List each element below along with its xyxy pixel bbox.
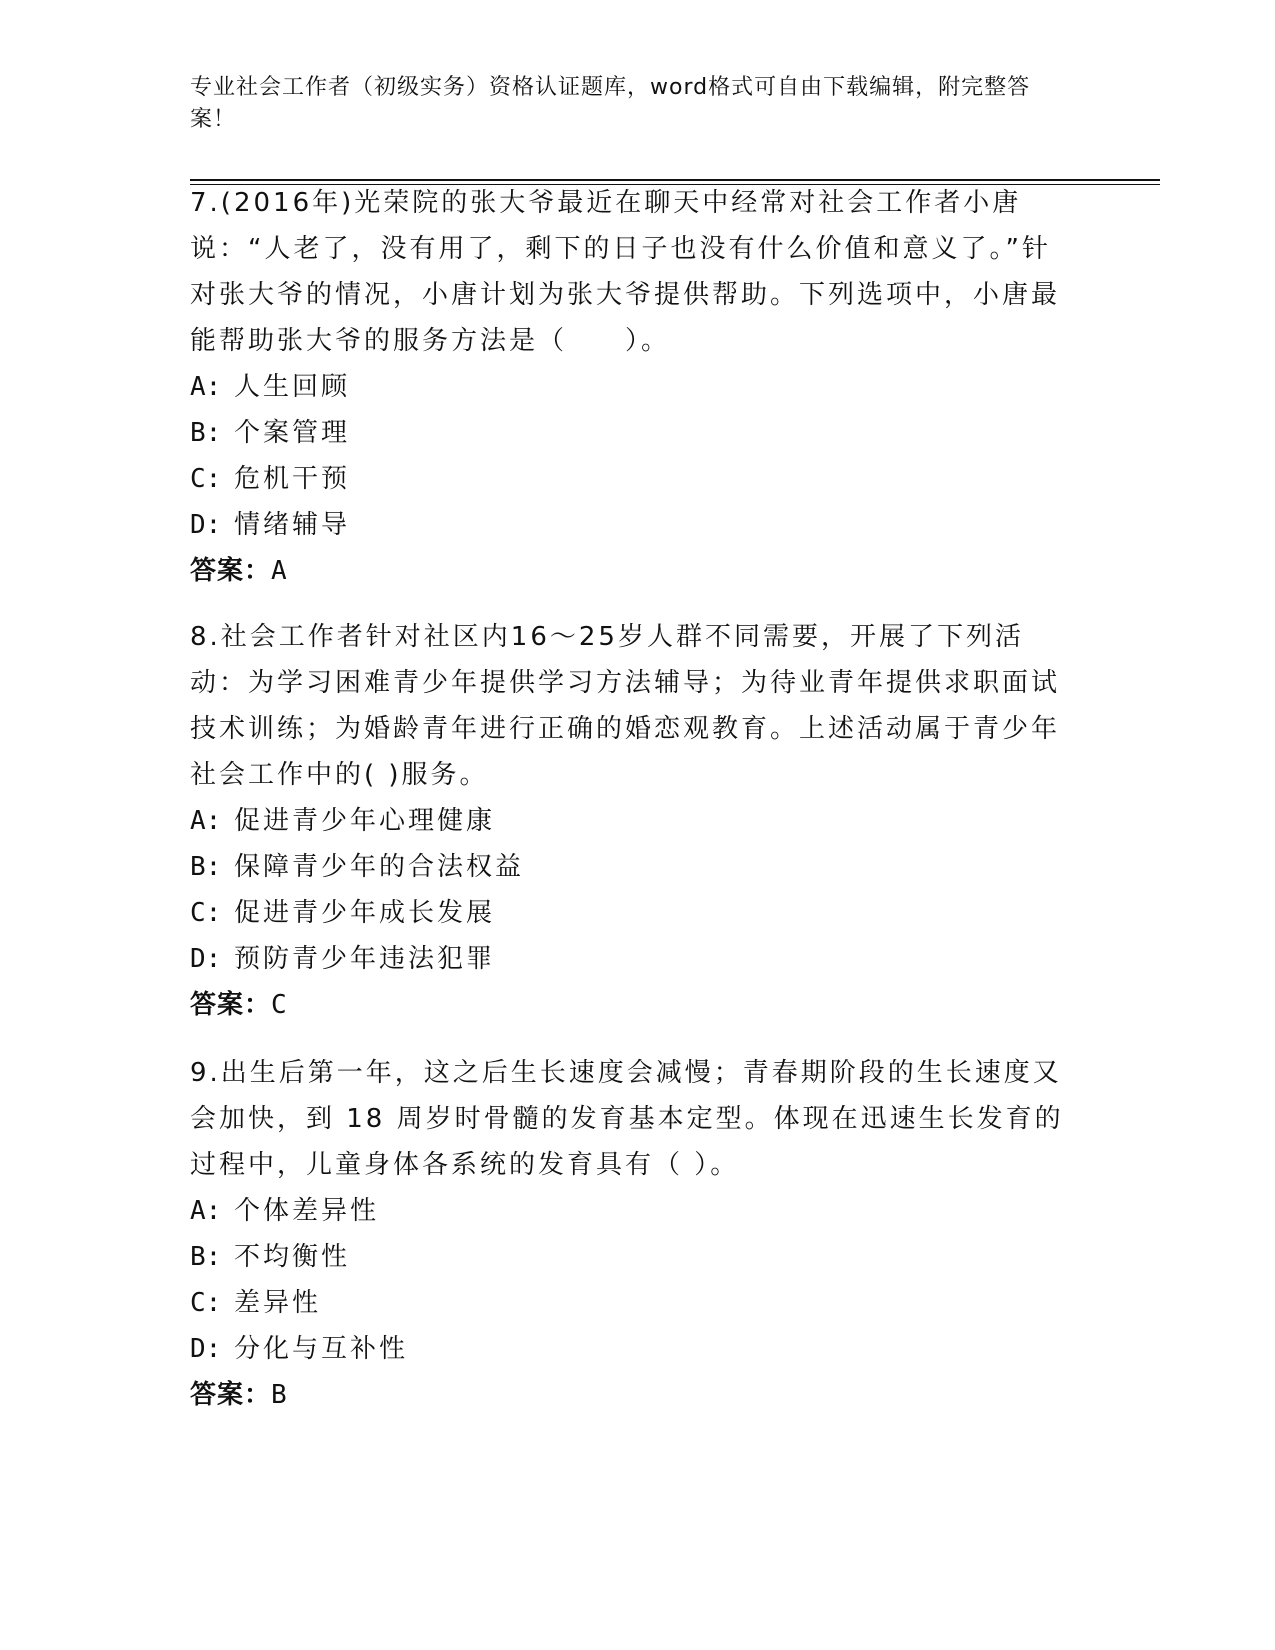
option-text: 危机干预 bbox=[234, 464, 351, 494]
option-text: 预防青少年违法犯罪 bbox=[234, 944, 496, 974]
question-7 bbox=[190, 180, 1070, 594]
question-8 bbox=[190, 614, 1070, 1028]
option-letter: D: bbox=[190, 510, 222, 540]
option-letter: C: bbox=[190, 464, 222, 494]
answer-line bbox=[190, 982, 1070, 1028]
option-d bbox=[190, 936, 1070, 982]
answer-value: A bbox=[271, 556, 288, 586]
question-stem: 8.社会工作者针对社区内16～25岁人群不同需要，开展了下列活动：为学习困难青少年提供学习方法辅导；为待业青年提供求职面试技术训练；为婚龄青年进行正确的婚恋观教育。上述活动属于青少年社会工作中的( )服务。 bbox=[190, 622, 1061, 790]
option-letter: B: bbox=[190, 1242, 222, 1272]
option-a bbox=[190, 364, 1070, 410]
option-c bbox=[190, 1280, 1070, 1326]
option-d bbox=[190, 502, 1070, 548]
answer-value: C bbox=[271, 990, 288, 1020]
answer-line bbox=[190, 1372, 1070, 1418]
answer-label: 答案： bbox=[190, 990, 272, 1020]
option-b bbox=[190, 1234, 1070, 1280]
option-text: 分化与互补性 bbox=[234, 1334, 409, 1364]
option-a bbox=[190, 1188, 1070, 1234]
answer-line bbox=[190, 548, 1070, 594]
option-c bbox=[190, 890, 1070, 936]
option-letter: A: bbox=[190, 806, 222, 836]
option-text: 个案管理 bbox=[234, 418, 351, 448]
question-stem: 9.出生后第一年，这之后生长速度会减慢；青春期阶段的生长速度又会加快，到 18 周岁时骨髓的发育基本定型。体现在迅速生长发育的过程中，儿童身体各系统的发育具有（ ）。 bbox=[190, 1058, 1064, 1180]
option-letter: D: bbox=[190, 1334, 222, 1364]
option-letter: A: bbox=[190, 372, 222, 402]
answer-label: 答案： bbox=[190, 556, 272, 586]
option-b bbox=[190, 410, 1070, 456]
option-text: 人生回顾 bbox=[234, 372, 351, 402]
answer-label: 答案： bbox=[190, 1380, 272, 1410]
option-letter: C: bbox=[190, 1288, 222, 1318]
option-text: 情绪辅导 bbox=[234, 510, 351, 540]
option-letter: A: bbox=[190, 1196, 222, 1226]
option-letter: D: bbox=[190, 944, 222, 974]
option-text: 不均衡性 bbox=[234, 1242, 351, 1272]
question-9 bbox=[190, 1050, 1070, 1418]
option-letter: B: bbox=[190, 852, 222, 882]
option-b bbox=[190, 844, 1070, 890]
option-d bbox=[190, 1326, 1070, 1372]
option-letter: B: bbox=[190, 418, 222, 448]
option-text: 个体差异性 bbox=[234, 1196, 380, 1226]
option-a bbox=[190, 798, 1070, 844]
option-c bbox=[190, 456, 1070, 502]
answer-value: B bbox=[271, 1380, 288, 1410]
option-letter: C: bbox=[190, 898, 222, 928]
option-text: 促进青少年心理健康 bbox=[234, 806, 496, 836]
question-stem: 7.(2016年)光荣院的张大爷最近在聊天中经常对社会工作者小唐说：“人老了，没有用了，剩下的日子也没有什么价值和意义了。”针对张大爷的情况，小唐计划为张大爷提供帮助。下列选项中，小唐最能帮助张大爷的服务方法是（ ）。 bbox=[190, 188, 1061, 356]
option-text: 促进青少年成长发展 bbox=[234, 898, 496, 928]
option-text: 差异性 bbox=[234, 1288, 322, 1318]
option-text: 保障青少年的合法权益 bbox=[234, 852, 525, 882]
document-header: 专业社会工作者（初级实务）资格认证题库，word格式可自由下载编辑，附完整答案！ bbox=[190, 75, 1031, 132]
